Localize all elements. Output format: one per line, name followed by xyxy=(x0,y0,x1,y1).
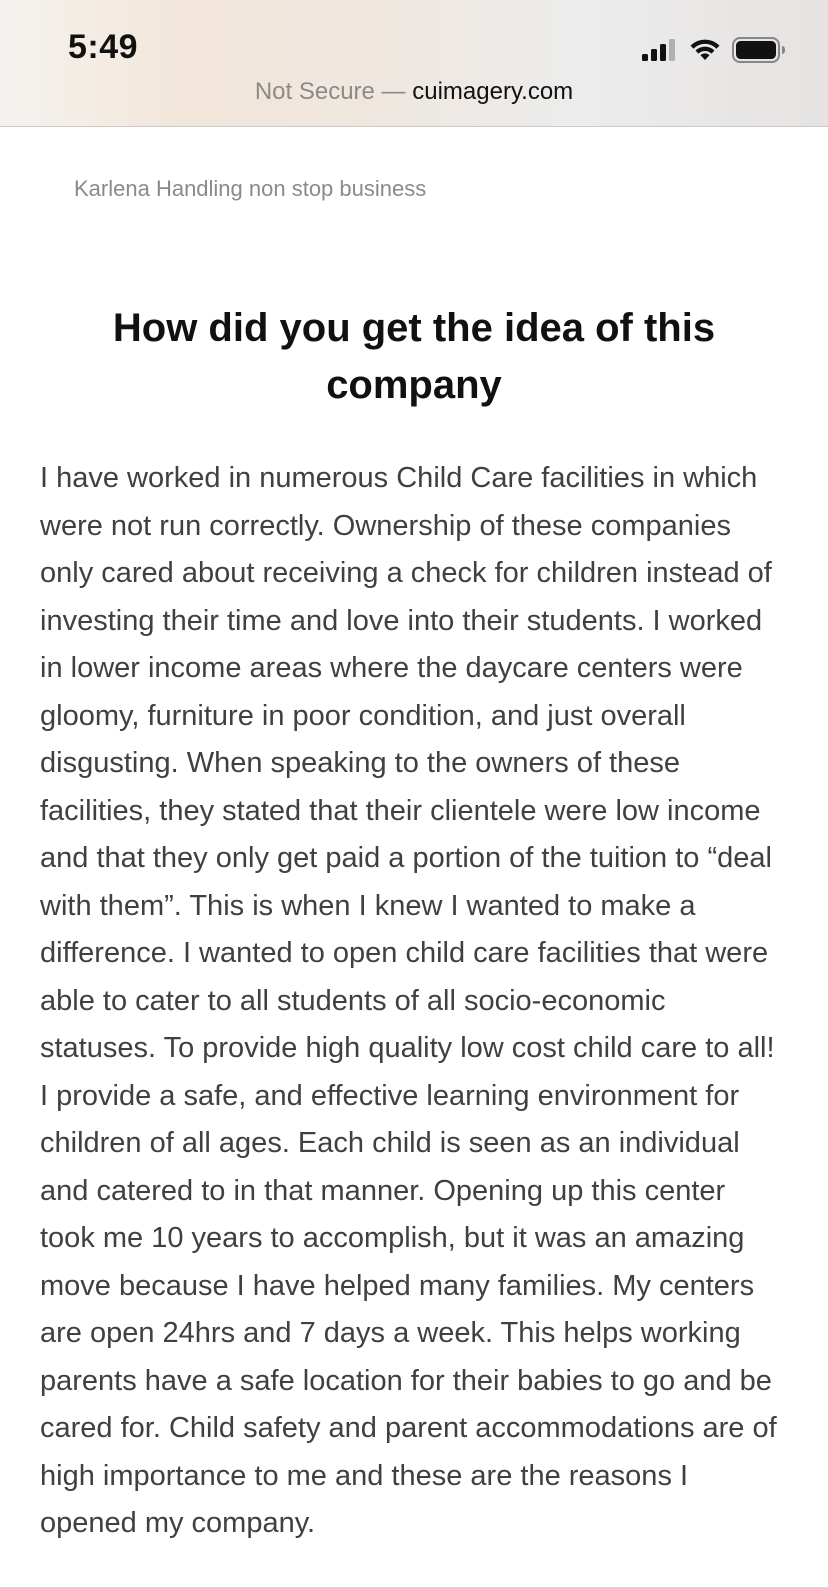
cellular-signal-icon xyxy=(642,39,678,61)
article-body: I have worked in numerous Child Care facilities in which were not run correctly. Ownership of these companies only cared about receiving a check for children instead of investing their time and love into their students. I worked in lower income areas where the daycare centers were gloomy, furniture in poor condition, and just overall disgusting. When speaking to the owners of these facilities, they stated that their clientele were low income and that they only get paid a portion of the tuition to “deal with them”. This is when I knew I wanted to make a difference. I wanted to open child care facilities that were able to cater to all students of all socio-economic statuses. To provide high quality low cost child care to all! I provide a safe, and effective learning environment for children of all ages. Each child is seen as an individual and catered to in that manner. Opening up this center took me 10 years to accomplish, but it was an amazing move because I have helped many families. My centers are open 24hrs and 7 days a week. This helps working parents have a safe location for their babies to go and be cared for. Child safety and parent accommodations are of high importance to me and these are the reasons I opened my company. xyxy=(40,462,777,1539)
security-label: Not Secure — xyxy=(254,78,406,105)
status-icons xyxy=(642,36,786,64)
battery-icon xyxy=(732,37,786,63)
url-domain: cuimagery.com xyxy=(412,78,574,105)
wifi-icon xyxy=(688,38,722,62)
site-brand-text[interactable]: Karlena Handling non stop business xyxy=(74,176,427,201)
address-bar[interactable] xyxy=(0,78,828,106)
browser-chrome xyxy=(0,0,828,127)
page-title: How did you get the idea of this company xyxy=(112,306,716,407)
status-time: 5:49 xyxy=(68,28,139,66)
